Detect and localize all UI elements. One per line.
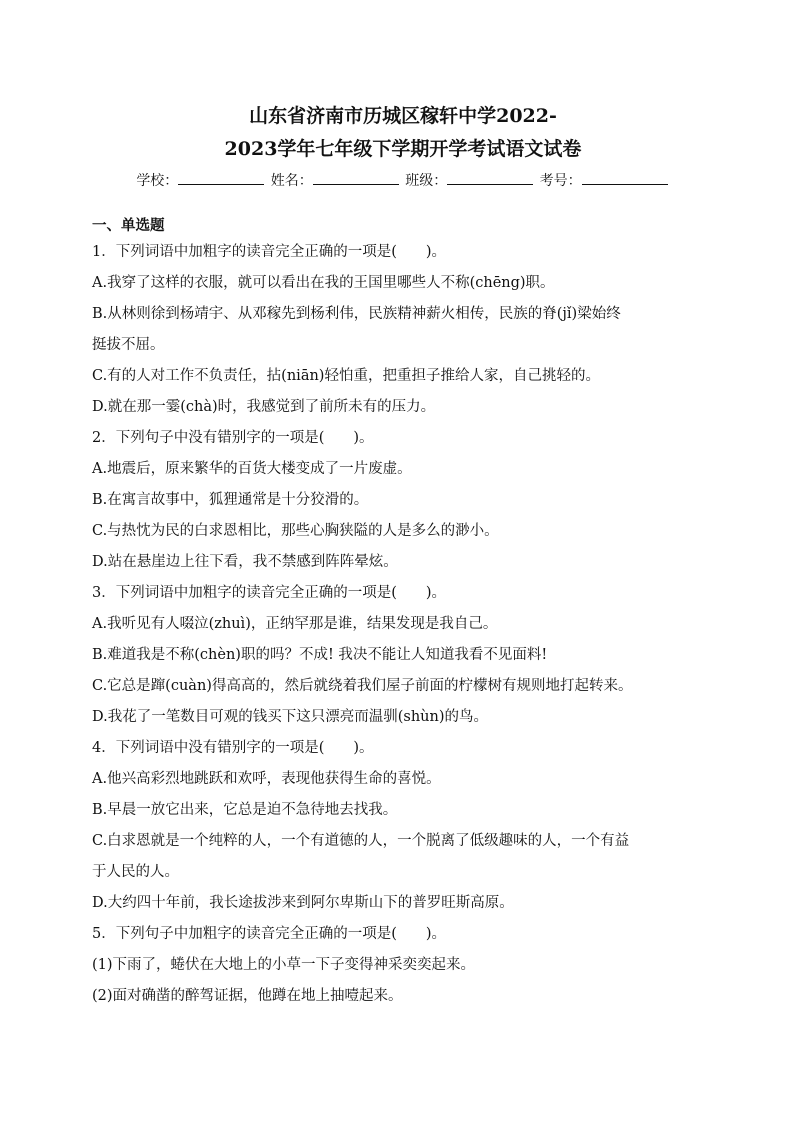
question-4-option-c-line-2: 于人民的人。 — [92, 864, 179, 880]
question-4-option-c-line-1: C.白求恩就是一个纯粹的人，一个有道德的人，一个脱离了低级趣味的人，一个有益 — [92, 833, 630, 849]
question-5: 5．下列句子中加粗字的读音完全正确的一项是( )。 — [92, 926, 447, 942]
question-4-option-b: B.早晨一放它出来，它总是迫不急待地去找我。 — [92, 802, 398, 818]
question-2-option-b: B.在寓言故事中，狐狸通常是十分狡滑的。 — [92, 492, 369, 508]
title-block — [118, 100, 688, 166]
question-1-option-d: D.就在那一霎(chà)时，我感觉到了前所未有的压力。 — [92, 399, 436, 415]
name-blank[interactable] — [313, 170, 399, 185]
question-4-option-a: A.他兴高彩烈地跳跃和欢呼，表现他获得生命的喜悦。 — [92, 771, 441, 787]
page-title-line-1: 山东省济南市历城区稼轩中学2022- — [249, 105, 557, 127]
school-label: 学校： — [136, 173, 179, 189]
page-title-line-2: 2023学年七年级下学期开学考试语文试卷 — [224, 138, 582, 160]
question-1: 1．下列词语中加粗字的读音完全正确的一项是( )。 — [92, 244, 447, 260]
number-blank[interactable] — [582, 170, 668, 185]
question-3-option-b: B.难道我是不称(chèn)职的吗？不成! 我决不能让人知道我看不见面料! — [92, 647, 548, 663]
question-content — [92, 215, 694, 1012]
question-2: 2．下列句子中没有错别字的一项是( )。 — [92, 430, 374, 446]
question-1-option-a: A.我穿了这样的衣服，就可以看出在我的王国里哪些人不称(chēng)职。 — [92, 275, 555, 291]
section-heading: 一、单选题 — [92, 217, 165, 234]
question-4: 4．下列词语中没有错别字的一项是( )。 — [92, 740, 374, 756]
school-blank[interactable] — [178, 170, 264, 185]
question-1-option-b-line-1: B.从林则徐到杨靖宇、从邓稼先到杨利伟，民族精神薪火相传，民族的脊(jǐ)梁始终 — [92, 306, 621, 322]
question-2-option-d: D.站在悬崖边上往下看，我不禁感到阵阵晕炫。 — [92, 554, 398, 570]
question-5-sentence-2: (2)面对确凿的醉驾证据，他蹲在地上抽噎起来。 — [92, 988, 403, 1004]
question-2-option-a: A.地震后，原来繁华的百货大楼变成了一片废虚。 — [92, 461, 412, 477]
question-2-option-c: C.与热忱为民的白求恩相比，那些心胸狭隘的人是多么的渺小。 — [92, 523, 499, 539]
question-3-option-a: A.我听见有人啜泣(zhuì)，正纳罕那是谁，结果发现是我自己。 — [92, 616, 498, 632]
number-label: 考号： — [539, 173, 582, 189]
question-5-sentence-1: (1)下雨了，蜷伏在大地上的小草一下子变得神采奕奕起来。 — [92, 957, 476, 973]
question-4-option-d: D.大约四十年前，我长途拔涉来到阿尔卑斯山下的普罗旺斯高原。 — [92, 895, 514, 911]
question-3-option-d: D.我花了一笔数目可观的钱买下这只漂亮而温驯(shùn)的鸟。 — [92, 709, 488, 725]
question-1-option-b-line-2: 挺拔不屈。 — [92, 337, 165, 353]
name-label: 姓名： — [270, 173, 313, 189]
question-1-option-c: C.有的人对工作不负责任，拈(niān)轻怕重，把重担子推给人家，自己挑轻的。 — [92, 368, 600, 384]
question-3: 3．下列词语中加粗字的读音完全正确的一项是( )。 — [92, 585, 447, 601]
question-3-option-c: C.它总是蹿(cuàn)得高高的，然后就绕着我们屋子前面的柠檬树有规则地打起转来。 — [92, 678, 633, 694]
student-info-line — [118, 170, 688, 192]
class-label: 班级： — [405, 173, 448, 189]
class-blank[interactable] — [447, 170, 533, 185]
